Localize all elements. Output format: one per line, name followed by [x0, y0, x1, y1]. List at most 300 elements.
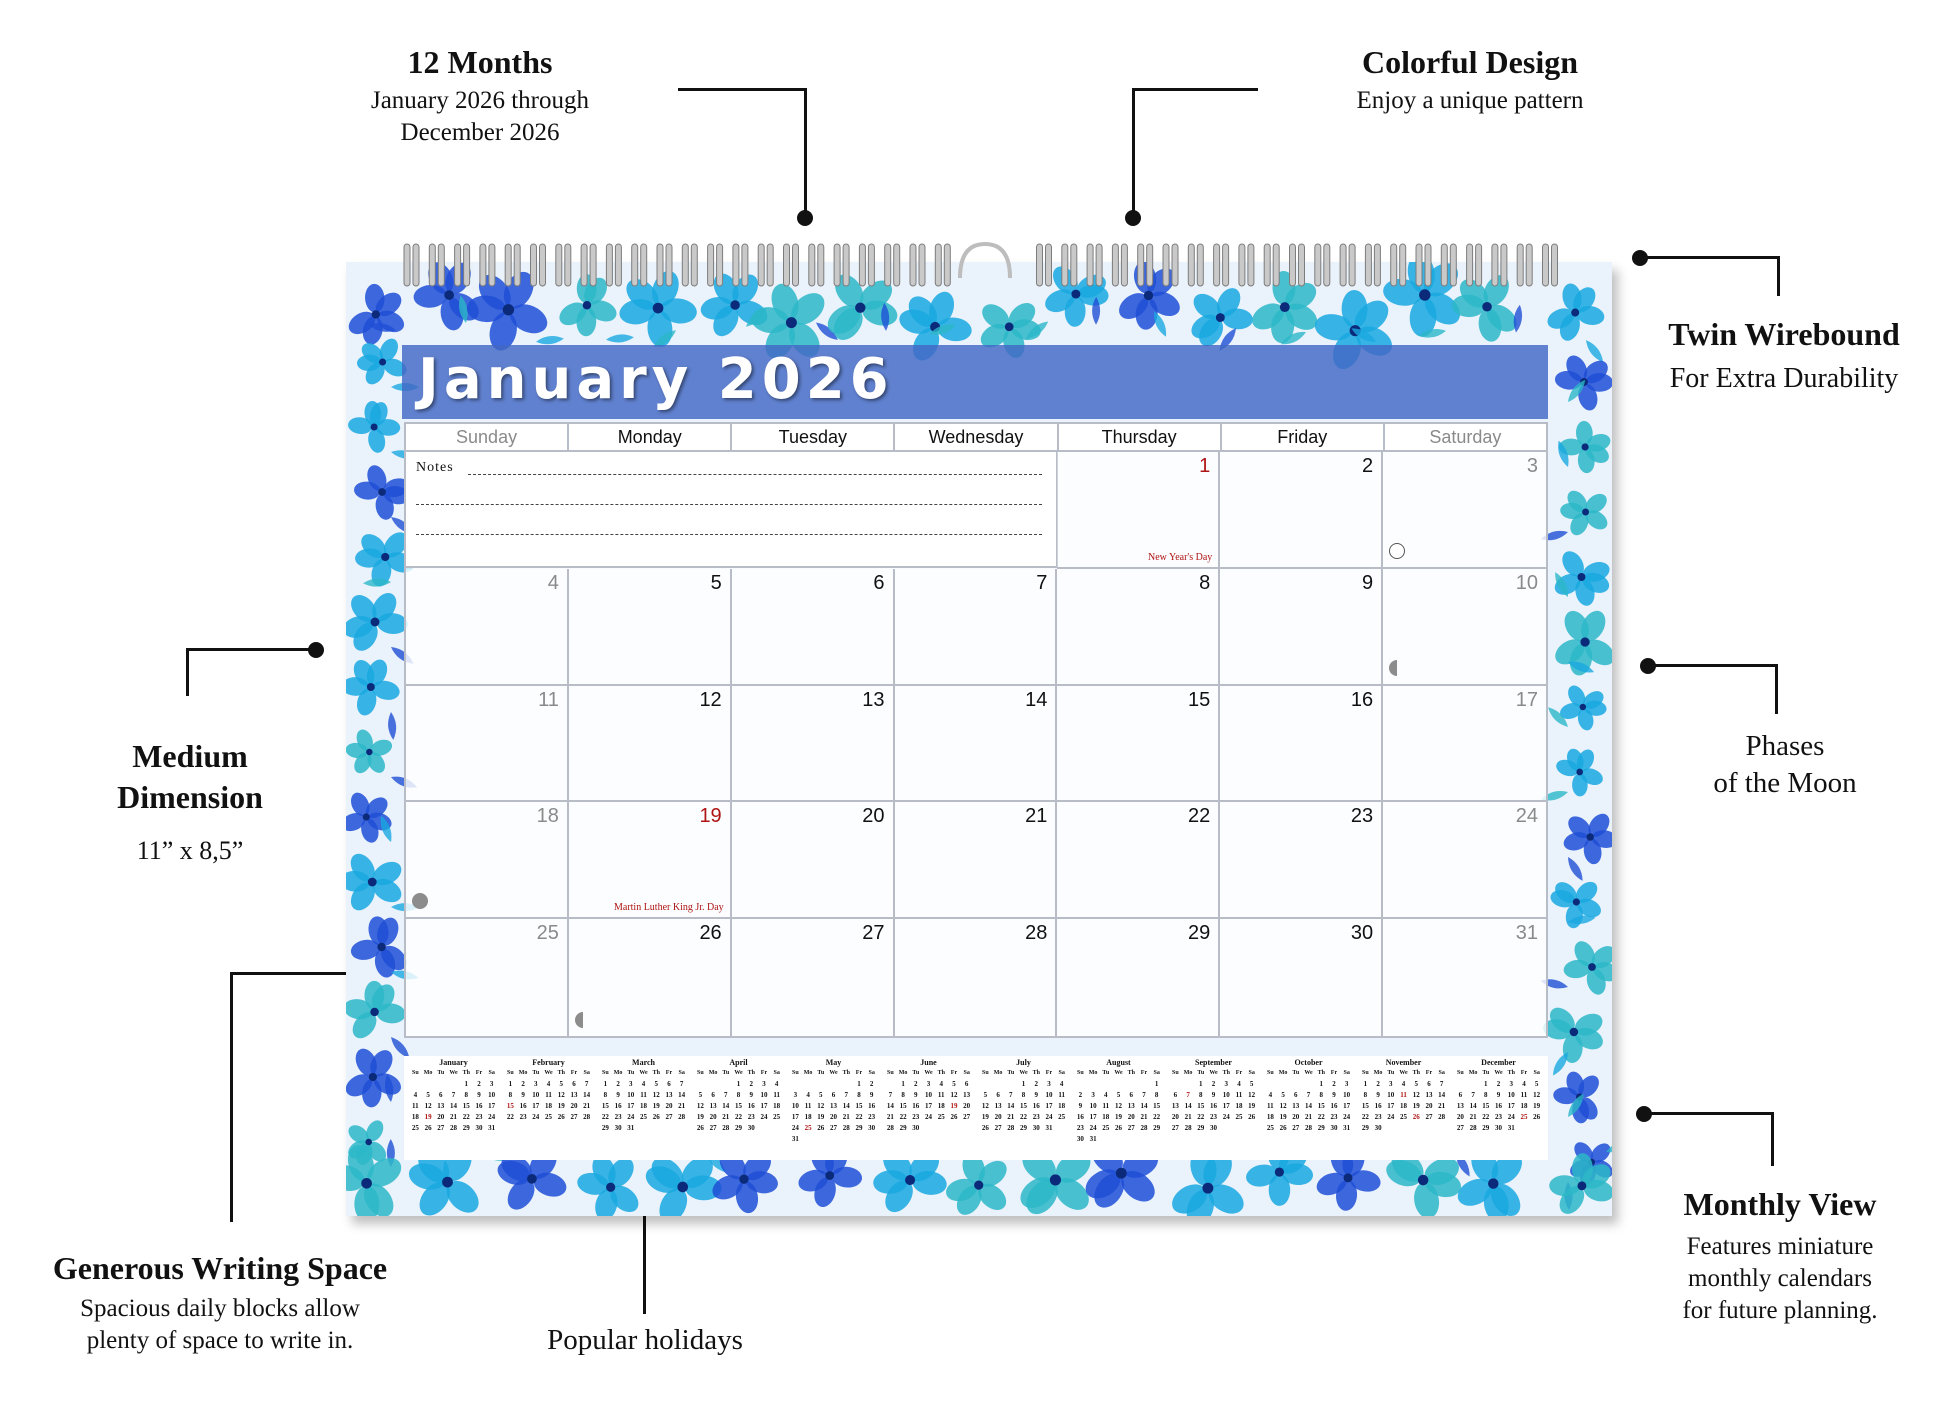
mini-day-headers	[1454, 1070, 1543, 1080]
mini-day	[1182, 1080, 1195, 1091]
day-cell[interactable]	[1383, 802, 1546, 919]
wire-coil	[514, 244, 520, 286]
mini-day: 30	[868, 1124, 876, 1132]
wire-coil	[809, 244, 815, 286]
mini-day-header: Mo	[803, 1070, 813, 1076]
mini-day: 8	[736, 1091, 741, 1099]
mini-day: 29	[1361, 1124, 1369, 1132]
day-cell[interactable]	[569, 802, 732, 919]
mini-day: 27	[437, 1124, 445, 1132]
mini-day: 3	[534, 1080, 538, 1088]
callout-twin-wirebound-title: Twin Wirebound	[1668, 316, 1900, 352]
mini-day: 17	[488, 1102, 496, 1110]
mini-day: 18	[1235, 1102, 1243, 1110]
mini-day: 20	[1127, 1113, 1135, 1121]
mini-day-header: Fr	[1235, 1070, 1243, 1076]
mini-day: 28	[842, 1124, 850, 1132]
mini-day: 24	[1507, 1113, 1515, 1121]
mini-day: 13	[994, 1102, 1002, 1110]
mini-day: 10	[791, 1102, 799, 1110]
mini-day: 15	[1020, 1102, 1028, 1110]
mini-week	[1454, 1102, 1543, 1113]
mini-day: 4	[1522, 1080, 1526, 1088]
mini-day-header: Th	[557, 1070, 565, 1076]
mini-day: 23	[519, 1113, 527, 1121]
mini-day: 23	[747, 1113, 755, 1121]
day-number: 30	[1350, 922, 1374, 945]
mini-week	[1359, 1124, 1448, 1135]
mini-day-header: Su	[412, 1070, 419, 1076]
mini-day: 6	[831, 1091, 836, 1099]
callout-holidays-sub: Popular holidays	[547, 1324, 743, 1356]
mini-day: 9	[1078, 1102, 1083, 1110]
mini-day: 3	[1224, 1080, 1228, 1088]
mini-day: 11	[1102, 1102, 1110, 1110]
day-cell[interactable]	[1383, 569, 1546, 686]
mini-day: 7	[1471, 1091, 1475, 1099]
callout-moon-line2: of the Moon	[1713, 767, 1857, 799]
mini-day: 31	[1089, 1135, 1097, 1143]
mini-day-header: We	[924, 1070, 933, 1076]
mini-day-header: Mo	[898, 1070, 908, 1076]
wire-coil	[531, 244, 537, 286]
mini-week	[1264, 1080, 1353, 1091]
mini-day: 12	[1279, 1102, 1287, 1110]
day-cell[interactable]	[895, 802, 1058, 919]
mini-day-headers	[979, 1070, 1068, 1080]
flower-motif	[1561, 810, 1612, 866]
wire-coil	[919, 244, 925, 286]
mini-week	[789, 1091, 878, 1102]
wire-coil	[894, 244, 900, 286]
day-number: 3	[1526, 455, 1538, 477]
mini-week	[1264, 1113, 1353, 1124]
mini-day: 7	[1009, 1091, 1013, 1099]
holiday-label: Martin Luther King Jr. Day	[613, 902, 724, 914]
mini-day: 15	[1482, 1102, 1490, 1110]
day-number: 8	[1199, 571, 1211, 594]
mini-day	[1004, 1080, 1017, 1091]
mini-day: 6	[572, 1080, 576, 1088]
mini-week	[1169, 1080, 1258, 1091]
day-number: 23	[1350, 805, 1374, 828]
wire-coil	[1365, 244, 1371, 286]
mini-day: 5	[819, 1091, 823, 1099]
mini-day: 11	[1267, 1102, 1274, 1110]
callout-12-months-title: 12 Months	[407, 44, 553, 80]
callout-dimension-sub: 11” x 8,5”	[136, 836, 244, 865]
mini-day: 6	[1427, 1080, 1431, 1088]
mini-day: 29	[462, 1124, 470, 1132]
wire-coil	[1324, 244, 1330, 286]
mini-day	[770, 1124, 783, 1135]
mini-day	[814, 1135, 827, 1146]
mini-day: 15	[735, 1102, 743, 1110]
mini-day-header: Tu	[817, 1070, 825, 1076]
callout-12-months	[330, 44, 630, 147]
day-cell[interactable]	[406, 919, 569, 1036]
wire-coil	[1214, 244, 1220, 286]
mini-day: 17	[532, 1102, 540, 1110]
mini-day: 26	[1533, 1113, 1541, 1121]
mini-day	[1112, 1135, 1125, 1146]
mini-day	[1397, 1124, 1410, 1135]
mini-week	[599, 1124, 688, 1135]
wire-coil	[1273, 244, 1279, 286]
mini-day: 27	[994, 1124, 1002, 1132]
mini-day: 18	[1400, 1102, 1408, 1110]
mini-day-header: Fr	[950, 1070, 958, 1076]
mini-day: 26	[1115, 1124, 1123, 1132]
mini-day: 30	[912, 1124, 920, 1132]
mini-day-header: We	[544, 1070, 553, 1076]
mini-day: 5	[1116, 1091, 1121, 1099]
mini-day-headers	[504, 1070, 593, 1080]
mini-day: 20	[1425, 1102, 1433, 1110]
day-number: 10	[1515, 571, 1538, 594]
leaf-motif	[1565, 855, 1586, 883]
mini-day	[1125, 1135, 1138, 1146]
mini-month-name: June	[920, 1058, 937, 1067]
callout-writing-line2: plenty of space to write in.	[86, 1327, 354, 1354]
day-cell[interactable]	[732, 569, 895, 686]
mini-day: 9	[521, 1091, 525, 1099]
wire-coil	[666, 244, 672, 286]
day-cell[interactable]	[732, 919, 895, 1036]
mini-day: 5	[1281, 1091, 1285, 1099]
mini-week	[979, 1102, 1068, 1113]
mini-day: 17	[925, 1102, 933, 1110]
mini-day: 21	[1438, 1102, 1446, 1110]
mini-week	[1264, 1091, 1353, 1102]
mini-week	[1169, 1124, 1258, 1135]
flower-motif	[346, 283, 408, 346]
mini-day: 29	[899, 1124, 907, 1132]
mini-day: 21	[583, 1102, 591, 1110]
mini-day: 9	[616, 1091, 620, 1099]
mini-day: 27	[709, 1124, 717, 1132]
day-cell[interactable]	[1220, 452, 1383, 569]
mini-day: 16	[1032, 1102, 1040, 1110]
mini-day: 11	[1058, 1091, 1065, 1099]
mini-day: 8	[901, 1091, 905, 1099]
mini-day	[1245, 1124, 1258, 1135]
wire-coil	[1239, 244, 1245, 286]
mini-week	[1359, 1080, 1448, 1091]
mini-day-header: Mo	[1468, 1070, 1478, 1076]
mini-day	[694, 1080, 707, 1091]
notes-line	[416, 504, 1042, 505]
wire-coil	[1163, 244, 1169, 286]
mini-day: 29	[1482, 1124, 1490, 1132]
day-number: 7	[1036, 571, 1048, 594]
day-cell[interactable]	[1057, 919, 1220, 1036]
mini-week	[789, 1080, 878, 1091]
mini-day: 2	[521, 1080, 525, 1088]
mini-day	[1302, 1080, 1315, 1091]
mini-month-name: December	[1481, 1058, 1516, 1067]
mini-day: 5	[654, 1080, 658, 1088]
mini-day: 16	[519, 1102, 527, 1110]
mini-day-header: We	[449, 1070, 458, 1076]
mini-day: 27	[665, 1113, 673, 1121]
mini-day: 1	[901, 1080, 905, 1088]
wire-coil	[1037, 244, 1043, 286]
mini-day: 1	[857, 1080, 861, 1088]
mini-day-header: Tu	[1387, 1070, 1395, 1076]
wire-coil	[767, 244, 773, 286]
mini-day: 4	[1104, 1091, 1108, 1099]
mini-day: 18	[1266, 1113, 1274, 1121]
mini-day: 1	[736, 1080, 741, 1088]
mini-day	[935, 1124, 948, 1135]
mini-day: 6	[1173, 1091, 1178, 1099]
mini-day: 24	[488, 1113, 496, 1121]
mini-day: 10	[1222, 1091, 1230, 1099]
mini-week	[1169, 1102, 1258, 1113]
mini-day: 7	[451, 1091, 456, 1099]
day-cell[interactable]	[1383, 686, 1546, 803]
mini-day	[1467, 1080, 1480, 1091]
mini-day: 20	[709, 1113, 717, 1121]
mini-day: 26	[950, 1113, 958, 1121]
mini-day-header: Sa	[1438, 1070, 1445, 1076]
mini-day: 16	[1330, 1102, 1338, 1110]
mini-day: 9	[477, 1091, 481, 1099]
mini-day: 18	[545, 1102, 553, 1110]
mini-day: 10	[532, 1091, 540, 1099]
mini-day: 25	[1400, 1113, 1408, 1121]
day-cell[interactable]	[1383, 919, 1546, 1036]
wire-coil	[1248, 244, 1254, 286]
mini-day: 4	[1059, 1080, 1064, 1088]
weeks-area	[406, 452, 1546, 1036]
day-cell[interactable]	[406, 686, 569, 803]
mini-day	[802, 1080, 815, 1091]
mini-day: 14	[1438, 1091, 1446, 1099]
mini-day: 6	[1129, 1091, 1133, 1099]
mini-day: 21	[1007, 1113, 1015, 1121]
day-cell[interactable]	[1220, 686, 1383, 803]
mini-day: 6	[1458, 1091, 1463, 1099]
day-cell[interactable]	[732, 802, 895, 919]
callout-twin-wirebound-sub: For Extra Durability	[1669, 363, 1899, 394]
wire-coil	[1138, 244, 1144, 286]
mini-day: 13	[1171, 1102, 1179, 1110]
wire-coil	[1476, 244, 1482, 286]
day-cell[interactable]	[1057, 802, 1220, 919]
mini-day: 16	[1495, 1102, 1503, 1110]
mini-day: 14	[722, 1102, 730, 1110]
day-cell[interactable]	[1057, 686, 1220, 803]
mini-day: 7	[844, 1091, 848, 1099]
day-cell[interactable]	[1057, 569, 1220, 686]
mini-day: 3	[793, 1091, 798, 1099]
day-cell[interactable]	[569, 919, 732, 1036]
wire-coil	[590, 244, 596, 286]
mini-day: 24	[1089, 1124, 1097, 1132]
mini-week	[1074, 1080, 1163, 1091]
wire-coil	[1046, 244, 1052, 286]
mini-month	[406, 1058, 501, 1158]
day-cell[interactable]	[569, 686, 732, 803]
mini-day: 13	[709, 1102, 717, 1110]
mini-day: 12	[557, 1091, 565, 1099]
wire-coil	[758, 244, 764, 286]
day-cell[interactable]	[732, 686, 895, 803]
notes-box[interactable]	[406, 452, 1058, 568]
day-cell[interactable]	[1220, 802, 1383, 919]
day-cell[interactable]	[895, 569, 1058, 686]
day-cell[interactable]	[406, 802, 569, 919]
mini-day-header: Tu	[912, 1070, 920, 1076]
mini-day: 11	[1400, 1091, 1407, 1099]
mini-day: 18	[411, 1113, 419, 1121]
day-number: 19	[699, 805, 722, 828]
mini-day: 29	[601, 1124, 609, 1132]
mini-day: 26	[817, 1124, 825, 1132]
wire-coil	[784, 244, 790, 286]
mini-day: 28	[1469, 1124, 1477, 1132]
mini-day-header: Th	[1412, 1070, 1420, 1076]
mini-week	[599, 1113, 688, 1124]
mini-day: 13	[830, 1102, 838, 1110]
mini-day	[1125, 1080, 1138, 1091]
mini-day: 27	[1127, 1124, 1135, 1132]
mini-day: 9	[1034, 1091, 1038, 1099]
mini-day: 3	[1509, 1080, 1513, 1088]
mini-day: 1	[464, 1080, 468, 1088]
day-number: 17	[1515, 688, 1538, 711]
mini-day: 20	[1456, 1113, 1464, 1121]
day-cell[interactable]	[1220, 569, 1383, 686]
mini-day	[802, 1135, 815, 1146]
mini-day: 1	[1363, 1080, 1368, 1088]
mini-day: 17	[760, 1102, 768, 1110]
mini-week	[884, 1102, 973, 1113]
mini-month	[1451, 1058, 1546, 1158]
mini-day	[1435, 1124, 1448, 1135]
mini-week	[409, 1113, 498, 1124]
wire-coil	[1416, 244, 1422, 286]
mini-week	[409, 1102, 498, 1113]
mini-day: 9	[749, 1091, 753, 1099]
mini-day: 29	[1317, 1124, 1325, 1132]
mini-week	[409, 1080, 498, 1091]
mini-day-header: Sa	[1058, 1070, 1065, 1076]
mini-day-header: Fr	[475, 1070, 483, 1076]
day-number: 11	[538, 688, 559, 711]
day-cell[interactable]	[1057, 452, 1220, 569]
mini-week	[884, 1091, 973, 1102]
mini-day: 19	[652, 1102, 660, 1110]
mini-day	[1169, 1080, 1182, 1091]
mini-day: 21	[722, 1113, 730, 1121]
day-cell[interactable]	[1220, 919, 1383, 1036]
mini-day	[758, 1124, 771, 1135]
mini-day-header: Mo	[423, 1070, 433, 1076]
mini-day: 16	[1374, 1102, 1382, 1110]
mini-day: 8	[1154, 1091, 1159, 1099]
mini-day: 25	[640, 1113, 648, 1121]
wire-coil	[1264, 244, 1270, 286]
mini-day-header: Mo	[1183, 1070, 1193, 1076]
wire-coil	[565, 244, 571, 286]
mini-day-headers	[599, 1070, 688, 1080]
wire-coil	[455, 244, 461, 286]
mini-day-header: Th	[1032, 1070, 1040, 1076]
mini-day	[1099, 1080, 1112, 1091]
wire-coil	[733, 244, 739, 286]
mini-day: 10	[925, 1091, 933, 1099]
mini-day	[1454, 1080, 1467, 1091]
mini-day: 14	[583, 1091, 591, 1099]
leaf-motif	[606, 333, 635, 343]
mini-day-header: Fr	[1140, 1070, 1148, 1076]
wire-coil	[691, 244, 697, 286]
mini-day-header: Mo	[518, 1070, 528, 1076]
mini-day	[948, 1124, 961, 1135]
day-cell[interactable]	[569, 569, 732, 686]
mini-week	[979, 1091, 1068, 1102]
wire-coil	[717, 244, 723, 286]
mini-day: 29	[1197, 1124, 1205, 1132]
mini-day: 22	[1361, 1113, 1369, 1121]
mini-day-header: Su	[1267, 1070, 1274, 1076]
day-cell[interactable]	[1383, 452, 1546, 569]
mini-day-header: Tu	[1102, 1070, 1110, 1076]
mini-day: 14	[1469, 1102, 1477, 1110]
day-number: 20	[862, 805, 885, 828]
mini-day-header: We	[1114, 1070, 1123, 1076]
mini-day-header: Su	[507, 1070, 514, 1076]
mini-month-name: July	[1016, 1058, 1031, 1067]
mini-day: 19	[424, 1113, 432, 1121]
mini-day-header: We	[1209, 1070, 1218, 1076]
wire-coil	[429, 244, 435, 286]
wire-coil	[708, 244, 714, 286]
day-cell[interactable]	[895, 919, 1058, 1036]
mini-day: 26	[652, 1113, 660, 1121]
callout-colorful-design-title: Colorful Design	[1362, 44, 1578, 80]
day-number: 22	[1188, 805, 1211, 828]
wire-coil	[413, 244, 419, 286]
mini-day: 14	[1305, 1102, 1313, 1110]
wire-coil	[1172, 244, 1178, 286]
mini-day: 10	[488, 1091, 496, 1099]
mini-week	[1074, 1113, 1163, 1124]
mini-calendars	[404, 1056, 1548, 1160]
mini-month-name: May	[825, 1058, 842, 1067]
mini-day	[409, 1080, 422, 1091]
mini-day: 1	[1484, 1080, 1488, 1088]
callout-medium-dimension	[60, 738, 320, 866]
wire-coil	[556, 244, 562, 286]
mini-day-header: We	[1304, 1070, 1313, 1076]
mini-day	[434, 1080, 447, 1091]
weekday-saturday: Saturday	[1429, 427, 1502, 447]
mini-day-headers	[1264, 1070, 1353, 1080]
mini-day: 23	[1076, 1124, 1084, 1132]
mini-day: 10	[627, 1091, 635, 1099]
day-number: 14	[1025, 688, 1048, 711]
mini-day: 22	[1153, 1113, 1161, 1121]
day-cell[interactable]	[406, 569, 569, 686]
day-cell[interactable]	[895, 686, 1058, 803]
mini-day	[1384, 1124, 1397, 1135]
mini-day: 19	[1279, 1113, 1287, 1121]
mini-day-header: Su	[887, 1070, 894, 1076]
